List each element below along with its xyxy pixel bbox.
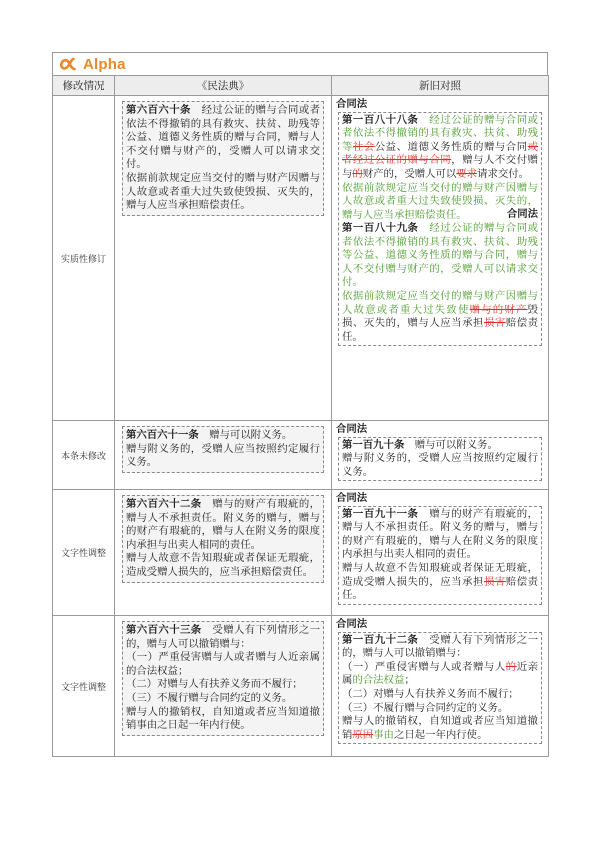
article-text: 之日起一年内行使。 (393, 728, 488, 741)
column-header-civil-code: 《民法典》 (115, 76, 332, 96)
civil-code-cell (115, 421, 332, 490)
list-item: （一）严重侵害赠与人或者赠与人近亲属的合法权益； (126, 651, 320, 677)
brand-name: Alpha (83, 55, 126, 73)
article-paragraph: 赠与人的撤销权，自知道或者应当知道撤销事由之日起一年内行使。 (126, 705, 320, 732)
list-item: （二）对赠与人有扶养义务而不履行； (342, 687, 519, 700)
comparison-box (338, 437, 542, 482)
article-text: 赠与的财产有瑕疵的，赠与人不承担责任。附义务的赠与，赠与的财产有瑕疵的，赠与人在附义务的限度内承担与出卖人相同的责任。 (342, 507, 539, 561)
article-number: 第一百九十条 (342, 438, 405, 451)
article-text: ，赠与人不交付赠与 (342, 154, 539, 180)
article-text: 请求交付。 (477, 167, 530, 180)
article-number: 第一百九十一条 (342, 507, 419, 520)
table-row (53, 616, 549, 757)
comparison-box (338, 506, 542, 605)
article-text: 赠与可以附义务。 (198, 429, 293, 441)
column-header-old-new-comparison: 新旧对照 (332, 76, 549, 96)
article-text: 受赠人有下列情形之一的，赠与人可以撤销赠与： (342, 633, 539, 660)
contract-law-heading: 合同法 (506, 208, 538, 221)
civil-code-cell (115, 616, 332, 757)
article-text: 赠与人的撤销权，自知道或者应当知道撤销 (342, 715, 538, 741)
added-text: 依据前款规定应当交付的赠与财产因赠与人故意或者重大过失致使 (342, 289, 538, 316)
change-status-cell: 实质性修订 (53, 96, 115, 421)
deleted-text: 或者经过公证的赠与合同 (342, 140, 539, 167)
article-text: 经过公证的赠与合同或者依法不得撤销的具有救灾、扶贫、助残等公益、道德义务性质的赠与合同，赠与人不交付赠与财产的，受赠人可以请求交付。 (126, 104, 321, 171)
article-paragraph: 赠与人故意不告知瑕疵或者保证无瑕疵，造成受赠人损失的，应当承担赔偿责任。 (126, 552, 320, 578)
list-item: （三）不履行赠与合同约定的义务。 (126, 691, 293, 704)
article-text: 赔偿责任。 (342, 317, 539, 343)
article-number: 第一百九十二条 (342, 633, 419, 646)
article-paragraph: 赠与附义务的，受赠人应当按照约定履行义务。 (342, 452, 538, 478)
comparison-cell (332, 616, 549, 757)
article-number: 第一百八十九条 (342, 221, 419, 234)
article-number: 第六百六十二条 (126, 498, 202, 510)
change-status-cell: 文字性调整 (53, 490, 115, 616)
article-text: 近亲属 (342, 660, 539, 687)
article-text: 毁损、灭失的，赠与人应当承担 (342, 303, 539, 330)
article-paragraph (126, 104, 320, 172)
article-number: 第六百六十条 (126, 104, 191, 116)
civil-code-cell (115, 490, 332, 616)
deleted-text: 原因 (352, 728, 374, 741)
deleted-text: 损害 (483, 575, 506, 588)
change-status-cell: 文字性调整 (53, 616, 115, 757)
contract-law-heading: 合同法 (336, 492, 368, 504)
table-row (53, 490, 549, 616)
deleted-text: 的 (352, 167, 363, 180)
article-text: 赔偿责任。 (342, 575, 539, 602)
contract-law-heading: 合同法 (336, 618, 368, 630)
comparison-cell (332, 490, 549, 616)
article-text: 公益、道德义务性质的赠与合同 (374, 140, 528, 153)
added-text: 经过公证的赠与合同或者依法不得撤销的具有救灾、扶贫、助残等 (342, 113, 539, 153)
article-text: 财产的，受赠人可以 (362, 167, 457, 180)
deleted-text: 赠与的财产 (469, 303, 528, 316)
deleted-text: 损害 (483, 317, 506, 330)
brand-bar (52, 52, 548, 75)
deleted-text: 的 (505, 660, 517, 673)
added-paragraph: 依据前款规定应当交付的赠与财产因赠与人故意或者重大过失致使毁损、灭失的，赠与人应当承担赔偿责任。 (342, 181, 538, 221)
alpha-logo-icon (59, 56, 77, 72)
article-number: 第六百六十三条 (126, 624, 202, 636)
article-number: 第一百八十八条 (342, 113, 419, 126)
change-status-cell: 本条未修改 (53, 421, 115, 490)
article-text: （一）严重侵害赠与人或者赠与人 (342, 660, 506, 673)
civil-code-cell (115, 96, 332, 421)
added-text: 经过公证的赠与合同或者依法不得撤销的具有救灾、扶贫、助残等公益、道德义务性质的赠与合同，赠与人不交付赠与财产的，受赠人可以请求交付。 (342, 221, 539, 289)
document-page (52, 52, 548, 757)
comparison-cell (332, 421, 549, 490)
article-number: 第六百六十一条 (126, 429, 199, 441)
column-header-change-status: 修改情况 (53, 76, 115, 96)
comparison-box (338, 632, 542, 745)
list-item: （二）对赠与人有扶养义务而不履行； (126, 678, 303, 691)
table-row (53, 421, 549, 490)
article-text: 赠与可以附义务。 (404, 438, 498, 451)
article-paragraph: 依据前款规定应当交付的赠与财产因赠与人故意或者重大过失致使毁损、灭失的，赠与人应当承担赔偿责任。 (126, 171, 320, 212)
contract-law-heading: 合同法 (336, 423, 368, 435)
list-item: （三）不履行赠与合同约定的义务。 (342, 701, 509, 714)
article-text: ； (404, 674, 415, 687)
added-text: 事由 (373, 728, 394, 741)
comparison-box (338, 112, 542, 347)
contract-law-heading: 合同法 (336, 98, 368, 110)
deleted-text: 要求 (456, 167, 478, 180)
deleted-text: 社会 (352, 140, 375, 153)
table-header-row (53, 76, 549, 96)
added-text: 的合法权益 (352, 674, 405, 687)
article-text: 受赠人有下列情形之一的，赠与人可以撤销赠与： (126, 624, 321, 650)
comparison-table (52, 75, 549, 757)
article-text: 赠与人故意不告知瑕疵或者保证无瑕疵，造成受赠人损失的，应当承担 (342, 561, 538, 588)
article-text: 赠与的财产有瑕疵的，赠与人不承担责任。附义务的赠与，赠与的财产有瑕疵的，赠与人在附义务的限度内承担与出卖人相同的责任。 (126, 498, 321, 551)
article-paragraph: 赠与附义务的，受赠人应当按照约定履行义务。 (126, 442, 320, 469)
comparison-cell (332, 96, 549, 421)
table-row (53, 96, 549, 421)
